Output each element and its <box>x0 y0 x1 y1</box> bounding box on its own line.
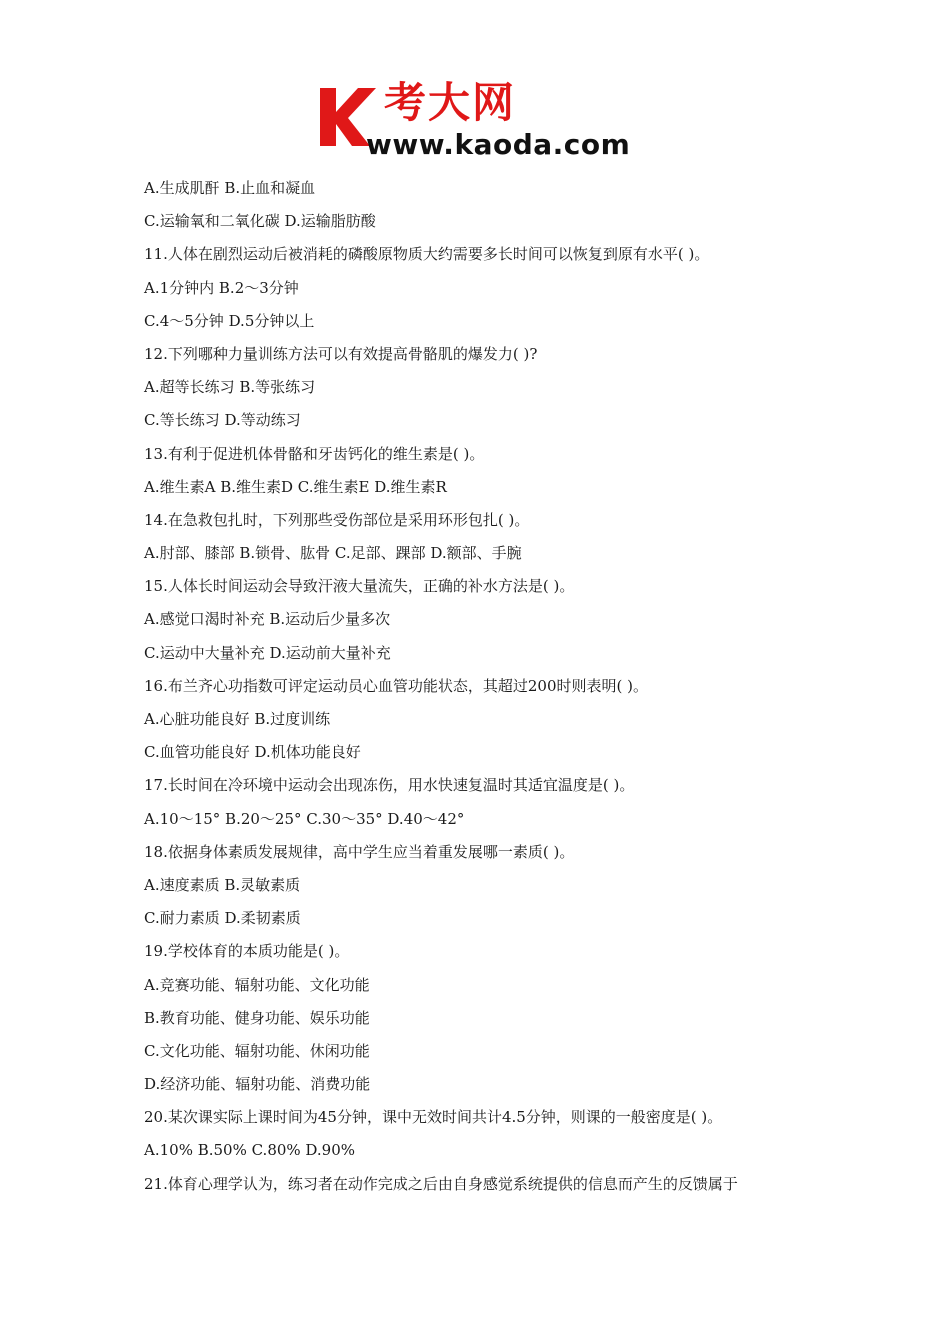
option-line: C.运动中大量补充 D.运动前大量补充 <box>144 643 391 662</box>
option-line: A.感觉口渴时补充 B.运动后少量多次 <box>144 610 391 629</box>
question-line: 13.有利于促进机体骨骼和牙齿钙化的维生素是( )。 <box>144 444 485 463</box>
option-line: A.超等长练习 B.等张练习 <box>144 378 316 397</box>
kaoda-logo <box>318 78 648 162</box>
option-line: A.维生素A B.维生素D C.维生素E D.维生素R <box>144 477 447 496</box>
option-line: C.血管功能良好 D.机体功能良好 <box>144 743 361 762</box>
option-line: C.耐力素质 D.柔韧素质 <box>144 909 301 928</box>
question-line: 15.人体长时间运动会导致汗液大量流失，正确的补水方法是( )。 <box>144 577 575 596</box>
question-line: 14.在急救包扎时，下列那些受伤部位是采用环形包扎( )。 <box>144 510 530 529</box>
option-line: C.文化功能、辐射功能、休闲功能 <box>144 1041 370 1060</box>
text-line: C.运输氧和二氧化碳 D.运输脂肪酸 <box>144 212 376 231</box>
option-line: B.教育功能、健身功能、娱乐功能 <box>144 1008 370 1027</box>
option-line: A.竞赛功能、辐射功能、文化功能 <box>144 975 370 994</box>
option-line: A.1分钟内 B.2～3分钟 <box>144 278 299 297</box>
logo-url-text: www.kaoda.com <box>366 128 631 161</box>
question-line: 11.人体在剧烈运动后被消耗的磷酸原物质大约需要多长时间可以恢复到原有水平( )。 <box>144 245 710 264</box>
option-line: C.4～5分钟 D.5分钟以上 <box>144 311 315 330</box>
question-content <box>144 172 824 1201</box>
question-line: 20.某次课实际上课时间为45分钟，课中无效时间共计4.5分钟，则课的一般密度是( )。 <box>144 1108 723 1127</box>
question-line: 21.体育心理学认为，练习者在动作完成之后由自身感觉系统提供的信息而产生的反馈属于 <box>144 1174 738 1193</box>
question-line: 18.依据身体素质发展规律，高中学生应当着重发展哪一素质( )。 <box>144 842 575 861</box>
text-line: A.生成肌酐 B.止血和凝血 <box>144 179 316 197</box>
option-line: A.10% B.50% C.80% D.90% <box>144 1141 356 1160</box>
question-line: 19.学校体育的本质功能是( )。 <box>144 942 350 961</box>
question-line: 12.下列哪种力量训练方法可以有效提高骨骼肌的爆发力( )? <box>144 344 538 363</box>
option-line: C.等长练习 D.等动练习 <box>144 411 301 430</box>
option-line: A.心脏功能良好 B.过度训练 <box>144 710 331 728</box>
option-line: A.10～15° B.20～25° C.30～35° D.40～42° <box>144 809 465 828</box>
option-line: A.速度素质 B.灵敏素质 <box>144 875 301 894</box>
question-line: 16.布兰齐心功指数可评定运动员心血管功能状态，其超过200时则表明( )。 <box>144 676 648 695</box>
option-line: D.经济功能、辐射功能、消费功能 <box>144 1075 371 1094</box>
logo-chinese-text: 考大网 <box>384 78 517 127</box>
question-line: 17.长时间在冷环境中运动会出现冻伤，用水快速复温时其适宜温度是( )。 <box>144 776 635 795</box>
option-line: A.肘部、膝部 B.锁骨、肱骨 C.足部、踝部 D.额部、手腕 <box>144 544 522 563</box>
